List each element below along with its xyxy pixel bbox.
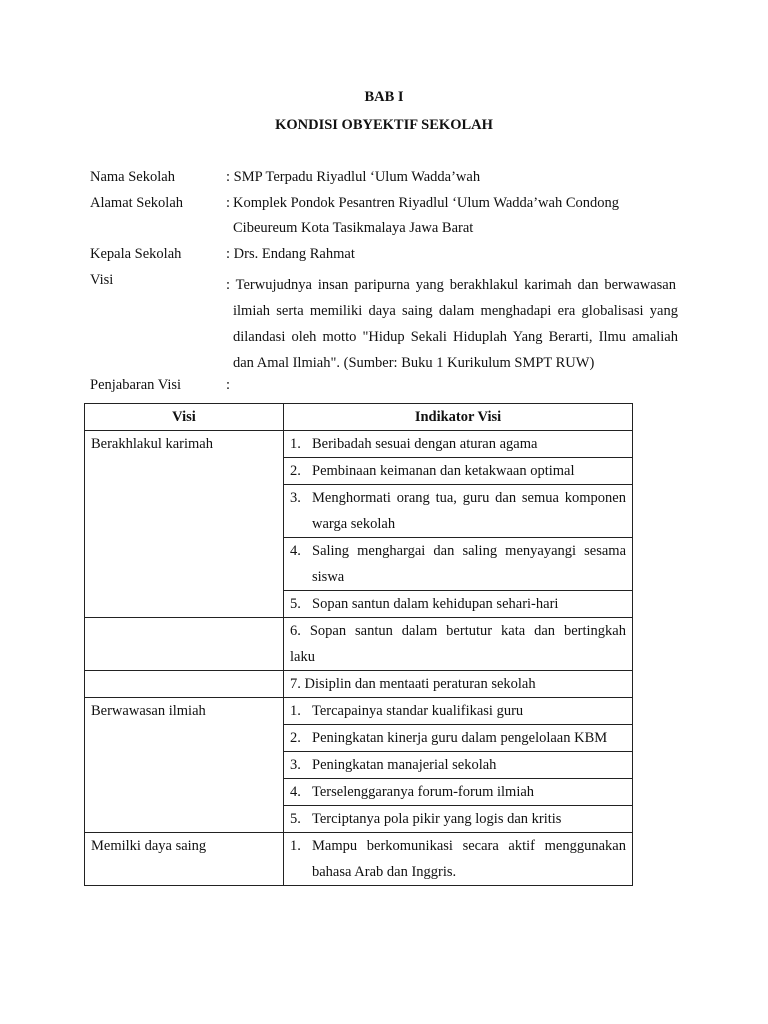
visi-text bbox=[226, 272, 678, 298]
indicator-text: 6. Sopan santun dalam bertutur kata dan bertingkah bbox=[290, 623, 626, 639]
kepala-sekolah-label: Kepala Sekolah bbox=[90, 246, 182, 262]
item-number: 3. bbox=[290, 490, 301, 506]
visi-label: Visi bbox=[90, 272, 114, 288]
indicator-cell bbox=[284, 591, 633, 618]
indicator-cell bbox=[284, 752, 633, 779]
indicator-cell bbox=[284, 538, 633, 591]
penjabaran-visi-label: Penjabaran Visi bbox=[90, 377, 182, 393]
visi-line-1: : Terwujudnya insan paripurna yang berakhlakul karimah dan berwawasan bbox=[226, 277, 676, 293]
visi-continuation bbox=[233, 298, 678, 376]
indicator-text-cont: laku bbox=[290, 649, 315, 665]
visi-cell-berwawasan: Berwawasan ilmiah bbox=[85, 698, 284, 833]
visi-cell-daya-saing: Memilki daya saing bbox=[85, 833, 284, 886]
item-number: 1. bbox=[290, 838, 301, 854]
penjabaran-colon: : bbox=[226, 377, 231, 393]
indicator-line bbox=[290, 833, 626, 859]
indicator-text: Sopan santun dalam kehidupan sehari-hari bbox=[312, 596, 559, 612]
indicator-text-cont: bahasa Arab dan Inggris. bbox=[312, 864, 457, 880]
table-row bbox=[85, 698, 633, 725]
indicator-text: Peningkatan kinerja guru dalam pengelolaan KBM bbox=[312, 730, 608, 746]
table-row bbox=[85, 833, 633, 886]
visi-cell-empty bbox=[85, 671, 284, 698]
header-visi: Visi bbox=[85, 404, 284, 431]
indicator-text: Saling menghargai dan saling menyayangi sesama bbox=[312, 543, 626, 559]
indicator-text: Peningkatan manajerial sekolah bbox=[312, 757, 497, 773]
item-number: 4. bbox=[290, 543, 301, 559]
indicator-text: Menghormati orang tua, guru dan semua komponen bbox=[312, 490, 626, 506]
visi-indicator-table bbox=[84, 403, 633, 886]
visi-cell-empty bbox=[85, 618, 284, 671]
item-number: 5. bbox=[290, 596, 301, 612]
indicator-cell bbox=[284, 618, 633, 671]
indicator-cell bbox=[284, 431, 633, 458]
indicator-text: Beribadah sesuai dengan aturan agama bbox=[312, 436, 538, 452]
indicator-line bbox=[290, 485, 626, 511]
indicator-cell bbox=[284, 698, 633, 725]
item-number: 5. bbox=[290, 811, 301, 827]
indicator-text: Terciptanya pola pikir yang logis dan kritis bbox=[312, 811, 562, 827]
table-row bbox=[85, 671, 633, 698]
indicator-text: Pembinaan keimanan dan ketakwaan optimal bbox=[312, 463, 575, 479]
table-header-row bbox=[85, 404, 633, 431]
alamat-colon: : bbox=[226, 195, 231, 211]
indicator-cell bbox=[284, 485, 633, 538]
visi-line-4: dan Amal Ilmiah". (Sumber: Buku 1 Kurikulum SMPT RUW) bbox=[233, 355, 595, 371]
item-number: 3. bbox=[290, 757, 301, 773]
indicator-cell bbox=[284, 725, 633, 752]
alamat-sekolah-label: Alamat Sekolah bbox=[90, 195, 184, 211]
item-number: 2. bbox=[290, 463, 301, 479]
visi-line-3: dilandasi oleh motto "Hidup Sekali Hiduplah Yang Berarti, Ilmu amaliah bbox=[233, 329, 678, 345]
visi-cell-berakhlakul: Berakhlakul karimah bbox=[85, 431, 284, 618]
item-number: 1. bbox=[290, 703, 301, 719]
page-title: KONDISI OBYEKTIF SEKOLAH bbox=[275, 117, 493, 133]
indicator-text: Tercapainya standar kualifikasi guru bbox=[312, 703, 524, 719]
item-number: 2. bbox=[290, 730, 301, 746]
indicator-cell bbox=[284, 806, 633, 833]
alamat-line-1: Komplek Pondok Pesantren Riyadlul ‘Ulum Wadda’wah Condong bbox=[233, 195, 619, 211]
indicator-cell bbox=[284, 833, 633, 886]
alamat-line-2: Cibeureum Kota Tasikmalaya Jawa Barat bbox=[233, 220, 474, 236]
indicator-cell bbox=[284, 458, 633, 485]
visi-line-2: ilmiah serta memiliki daya saing dalam menghadapi era globalisasi yang bbox=[233, 303, 678, 319]
item-number: 4. bbox=[290, 784, 301, 800]
nama-sekolah-label: Nama Sekolah bbox=[90, 169, 175, 185]
nama-sekolah-value: : SMP Terpadu Riyadlul ‘Ulum Wadda’wah bbox=[226, 169, 481, 185]
kepala-sekolah-value: : Drs. Endang Rahmat bbox=[226, 246, 355, 262]
header-indikator-visi: Indikator Visi bbox=[284, 404, 633, 431]
indicator-text-cont: warga sekolah bbox=[312, 516, 396, 532]
chapter-heading: BAB I bbox=[364, 89, 404, 105]
indicator-cell: 7. Disiplin dan mentaati peraturan sekolah bbox=[284, 671, 633, 698]
indicator-text: Terselenggaranya forum-forum ilmiah bbox=[312, 784, 535, 800]
indicator-text: Mampu berkomunikasi secara aktif menggunakan bbox=[312, 838, 626, 854]
table-row bbox=[85, 618, 633, 671]
indicator-text-cont: siswa bbox=[312, 569, 345, 585]
indicator-line bbox=[290, 538, 626, 564]
indicator-cell bbox=[284, 779, 633, 806]
table-row bbox=[85, 431, 633, 458]
item-number: 1. bbox=[290, 436, 301, 452]
